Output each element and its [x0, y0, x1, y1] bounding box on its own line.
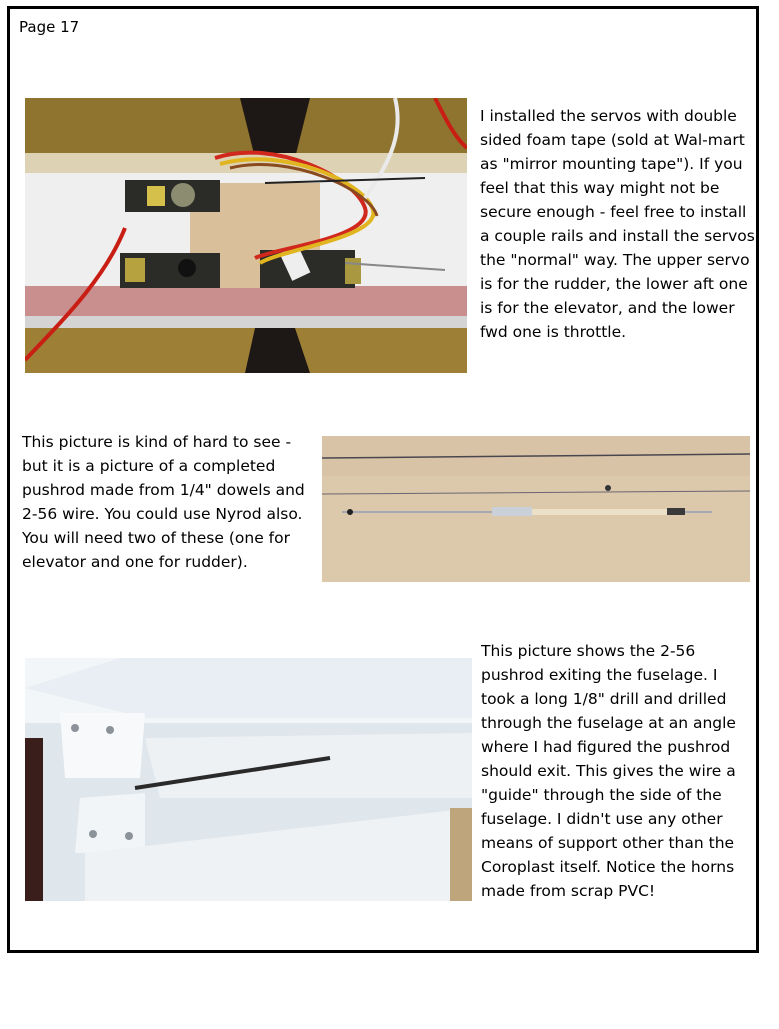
page-number: Page 17 — [19, 18, 80, 36]
servo-description-text: I installed the servos with double sided foam tape (sold at Wal-mart as "mirror mounting tape"). If you feel that this way might not be secure enough - feel free to install a couple rails and install the servos the "normal" way. The upper servo is for the rudder, the lower aft one is for the elevator, and the lower fwd one is throttle. — [480, 107, 755, 341]
servo-installation-photo — [25, 98, 467, 373]
pushrod-exit-description-text: This picture shows the 2-56 pushrod exiting the fuselage. I took a long 1/8" drill and drilled through the fuselage at an angle where I had figured the pushrod should exit. This gives the wire a "guide" through the side of the fuselage. I didn't use any other means of support other than the Coroplast itself. Notice the horns made from scrap PVC! — [481, 642, 736, 900]
pushrod-photo — [322, 436, 750, 582]
pushrod-description-text: This picture is kind of hard to see - but it is a picture of a completed pushrod made from 1/4" dowels and 2-56 wire. You could use Nyrod also. You will need two of these (one for elevator and one for rudder). — [22, 433, 305, 571]
pushrod-exit-photo — [25, 658, 472, 901]
